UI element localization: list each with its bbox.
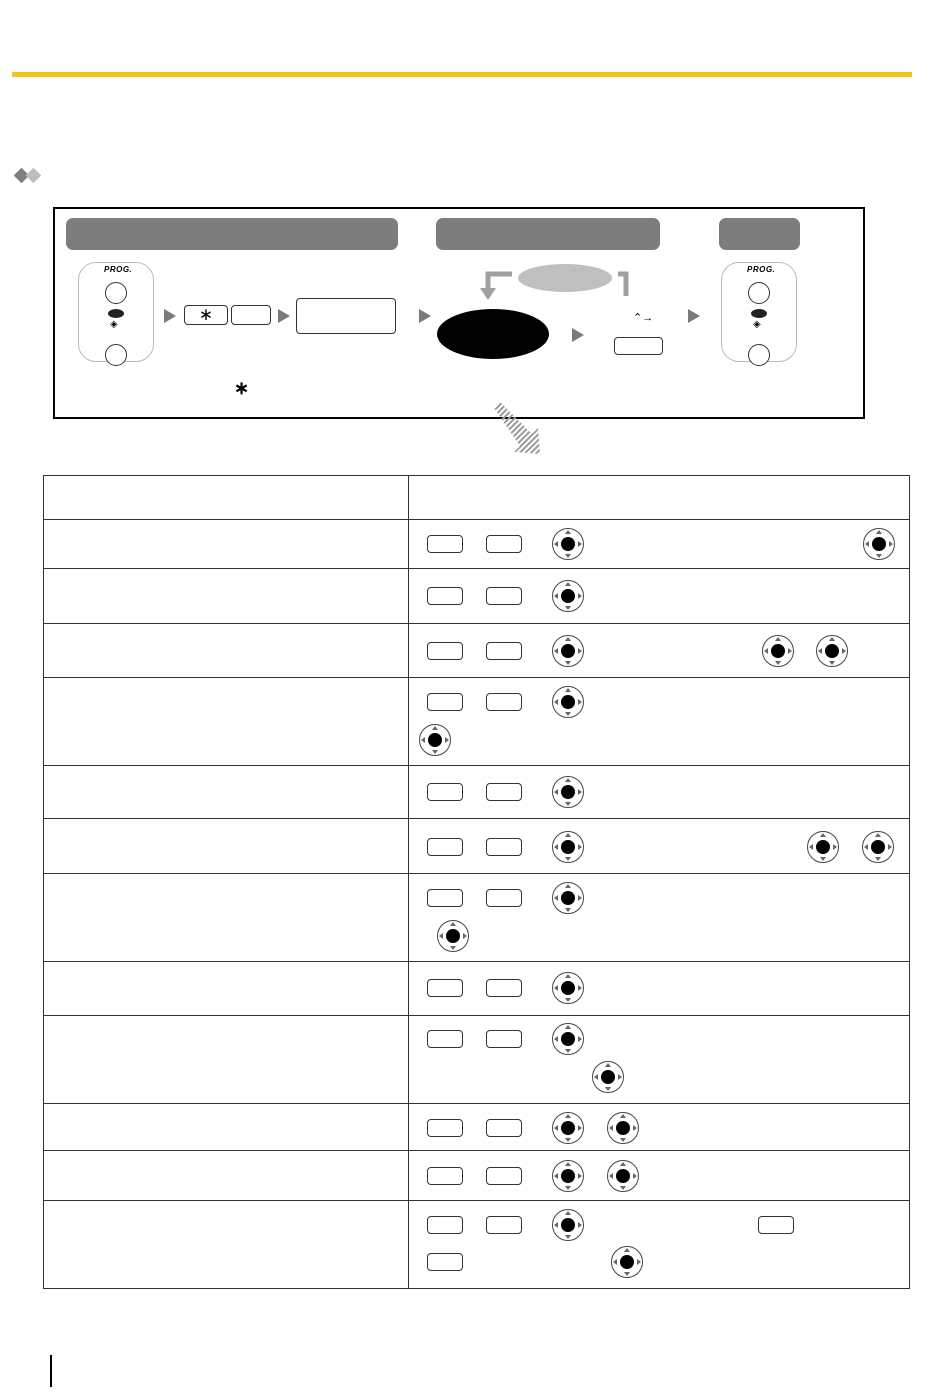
led-indicator [751, 309, 767, 318]
setting-name-cell [44, 520, 409, 569]
code-key[interactable] [486, 1167, 522, 1185]
setting-name-cell [44, 874, 409, 962]
table-header-row [44, 476, 910, 520]
setting-keys-cell [409, 624, 910, 678]
code-key[interactable] [427, 1167, 463, 1185]
code-key[interactable] [427, 642, 463, 660]
code-key[interactable] [486, 1030, 522, 1048]
table-row [44, 1151, 910, 1201]
header-accent-bar [12, 72, 912, 77]
enter-navigator-icon[interactable] [816, 635, 848, 667]
setting-keys-cell [409, 1201, 910, 1289]
setting-name-cell [44, 766, 409, 819]
flow-arrow [164, 309, 176, 323]
code-key[interactable] [427, 1253, 463, 1271]
note-asterisk: ∗ [234, 378, 250, 398]
code-key[interactable] [486, 838, 522, 856]
enter-navigator-icon[interactable] [419, 724, 451, 756]
setting-keys-cell [409, 520, 910, 569]
flow-arrow [278, 309, 290, 323]
enter-navigator-icon[interactable] [552, 882, 584, 914]
setting-keys-cell [409, 819, 910, 874]
table-row [44, 1016, 910, 1104]
code-key[interactable] [427, 979, 463, 997]
enter-navigator-icon[interactable] [552, 635, 584, 667]
code-key[interactable] [486, 1216, 522, 1234]
star-key[interactable] [184, 305, 228, 325]
enter-navigator-icon[interactable] [552, 972, 584, 1004]
pointer-arrow [490, 402, 550, 458]
code-key[interactable] [427, 1119, 463, 1137]
number-key[interactable] [231, 305, 271, 325]
code-key[interactable] [427, 535, 463, 553]
code-key[interactable] [427, 1216, 463, 1234]
table-row [44, 624, 910, 678]
code-key[interactable] [486, 693, 522, 711]
header-cell [44, 476, 409, 520]
enter-navigator-icon[interactable] [611, 1246, 643, 1278]
hook-icon: ⌃→ [633, 312, 654, 324]
tone-icon: ◈ [753, 319, 761, 330]
flow-arrow [688, 309, 700, 323]
code-key[interactable] [427, 587, 463, 605]
code-key[interactable] [486, 979, 522, 997]
enter-navigator-icon[interactable] [552, 1160, 584, 1192]
step-header-bar-1 [66, 218, 398, 250]
code-key[interactable] [486, 587, 522, 605]
enter-navigator-icon[interactable] [552, 1112, 584, 1144]
code-key[interactable] [486, 1119, 522, 1137]
store-key[interactable] [614, 337, 663, 355]
setting-keys-cell [409, 569, 910, 624]
enter-navigator-icon[interactable] [592, 1061, 624, 1093]
prog-label: PROG. [747, 265, 776, 274]
header-cell [409, 476, 910, 520]
code-key[interactable] [758, 1216, 794, 1234]
enter-navigator-icon[interactable] [552, 580, 584, 612]
star-key-label: ∗ [198, 305, 214, 324]
settings-table [43, 475, 910, 1289]
table-row [44, 874, 910, 962]
enter-navigator-icon[interactable] [762, 635, 794, 667]
table-row [44, 962, 910, 1016]
table-row [44, 678, 910, 766]
enter-navigator-icon[interactable] [552, 1209, 584, 1241]
setting-name-cell [44, 1104, 409, 1151]
table-row [44, 1104, 910, 1151]
loop-arrow [478, 268, 646, 304]
enter-navigator-icon[interactable] [552, 686, 584, 718]
tone-icon: ◈ [110, 319, 118, 330]
flow-arrow [419, 309, 431, 323]
section-bullet-light [26, 168, 42, 184]
setting-keys-cell [409, 678, 910, 766]
black-oval [437, 309, 549, 359]
entry-box[interactable] [296, 298, 396, 334]
flow-arrow [572, 328, 584, 342]
enter-navigator-icon[interactable] [607, 1112, 639, 1144]
setting-keys-cell [409, 962, 910, 1016]
prog-button-lower[interactable] [105, 344, 127, 366]
table-row [44, 766, 910, 819]
table-row [44, 1201, 910, 1289]
code-key[interactable] [486, 535, 522, 553]
setting-name-cell [44, 569, 409, 624]
setting-name-cell [44, 624, 409, 678]
code-key[interactable] [427, 693, 463, 711]
setting-name-cell [44, 678, 409, 766]
table-row [44, 569, 910, 624]
step-header-bar-2 [436, 218, 660, 250]
table-row [44, 819, 910, 874]
setting-name-cell [44, 962, 409, 1016]
step-header-bar-3 [719, 218, 800, 250]
prog-button-upper[interactable] [105, 282, 127, 304]
code-key[interactable] [486, 783, 522, 801]
setting-name-cell [44, 819, 409, 874]
table-row [44, 520, 910, 569]
setting-name-cell [44, 1201, 409, 1289]
setting-name-cell [44, 1016, 409, 1104]
prog-button-lower[interactable] [748, 344, 770, 366]
enter-navigator-icon[interactable] [863, 528, 895, 560]
setting-keys-cell [409, 1016, 910, 1104]
code-key[interactable] [427, 1030, 463, 1048]
code-key[interactable] [486, 642, 522, 660]
enter-navigator-icon[interactable] [437, 920, 469, 952]
setting-name-cell [44, 1151, 409, 1201]
led-indicator [108, 309, 124, 318]
enter-navigator-icon[interactable] [862, 831, 894, 863]
code-key[interactable] [427, 889, 463, 907]
code-key[interactable] [486, 889, 522, 907]
prog-label: PROG. [104, 265, 133, 274]
enter-navigator-icon[interactable] [807, 831, 839, 863]
setting-keys-cell [409, 766, 910, 819]
enter-navigator-icon[interactable] [552, 776, 584, 808]
enter-navigator-icon[interactable] [607, 1160, 639, 1192]
prog-button-upper[interactable] [748, 282, 770, 304]
enter-navigator-icon[interactable] [552, 831, 584, 863]
page-margin-line [50, 1355, 52, 1387]
enter-navigator-icon[interactable] [552, 1023, 584, 1055]
code-key[interactable] [427, 838, 463, 856]
setting-keys-cell [409, 1104, 910, 1151]
setting-keys-cell [409, 874, 910, 962]
enter-navigator-icon[interactable] [552, 528, 584, 560]
setting-keys-cell [409, 1151, 910, 1201]
code-key[interactable] [427, 783, 463, 801]
